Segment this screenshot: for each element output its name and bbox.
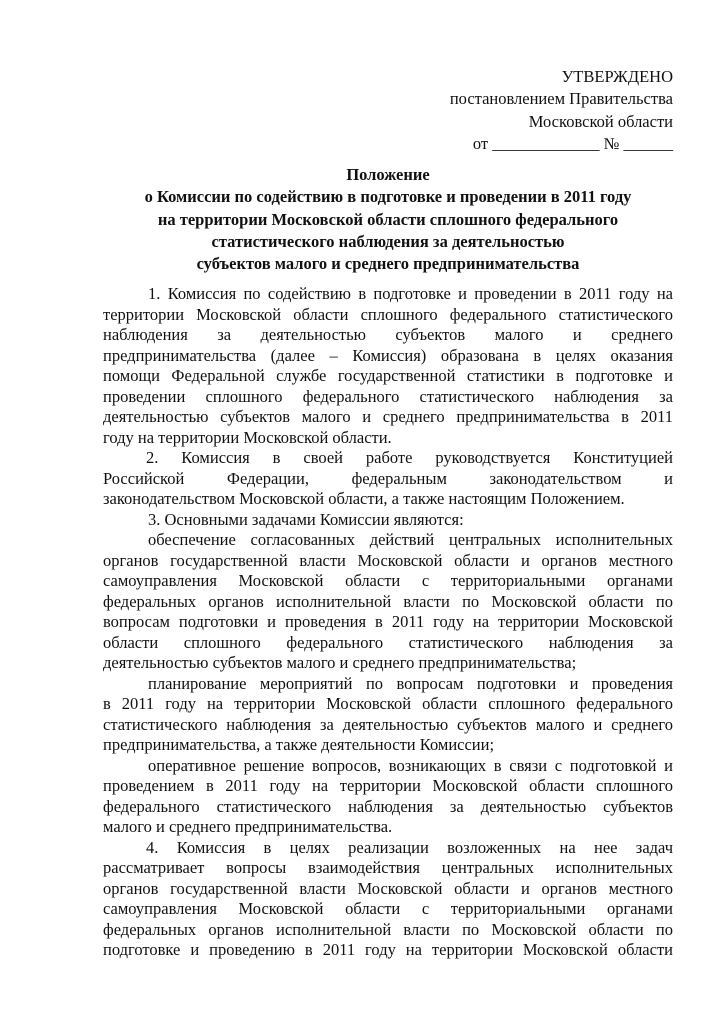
body-line: рассматривает вопросы взаимодействия центральных исполнительных: [103, 858, 673, 877]
body-line: самоуправления Московской области с территориальными органами: [103, 899, 673, 918]
document-title: [103, 164, 673, 275]
body-line: 1. Комиссия по содействию в подготовке и проведении в 2011 году на: [148, 284, 673, 303]
body-line: вопросам подготовки и проведения в 2011 году на территории Московской: [103, 612, 673, 631]
title-line-3: на территории Московской области сплошного федерального: [157, 209, 619, 229]
body-line: органов государственной власти Московской области и органов местного: [103, 878, 673, 898]
body-line: проведении сплошного федерального статистического наблюдения за: [103, 386, 673, 406]
body-line: федеральных органов исполнительной власти по Московской области по: [103, 591, 673, 611]
body-line: предпринимательства (далее – Комиссия) образована в целях оказания: [103, 345, 673, 365]
approval-by-decree: постановлением Правительства: [449, 89, 673, 109]
body-line: 4. Комиссия в целях реализации возложенных на нее задач: [146, 837, 673, 857]
body-line: в 2011 году на территории Московской области сплошного федерального: [103, 694, 673, 713]
approval-heading: УТВЕРЖДЕНО: [561, 67, 673, 86]
title-line-5: субъектов малого и среднего предпринимательства: [196, 254, 580, 274]
title-line-4: статистического наблюдения за деятельностью: [211, 231, 565, 251]
body-line: подготовке и проведению в 2011 году на территории Московской области: [103, 940, 673, 959]
body-line: 3. Основными задачами Комиссии являются:: [148, 509, 464, 529]
body-line: самоуправления Московской области с территориальными органами: [103, 571, 673, 590]
body-line: наблюдения за деятельностью субъектов малого и среднего: [103, 325, 673, 344]
body-line: оперативное решение вопросов, возникающих в связи с подготовкой и: [148, 755, 673, 775]
body-line: проведением в 2011 году на территории Московской области сплошного: [103, 776, 673, 795]
body-line: федеральных органов исполнительной власти по Московской области по: [103, 919, 673, 939]
body-line: помощи Федеральной службе государственной статистики в подготовке и: [103, 366, 673, 385]
body-line: деятельностью субъектов малого и среднего предпринимательства в 2011: [103, 407, 673, 426]
body-line: статистического наблюдения за деятельностью субъектов малого и среднего: [103, 714, 673, 734]
approval-region: Московской области: [528, 111, 673, 131]
body-line: 2. Комиссия в своей работе руководствуется Конституцией: [146, 448, 673, 467]
body-line: обеспечение согласованных действий центральных исполнительных: [148, 530, 673, 549]
body-line: предпринимательства, а также деятельности Комиссии;: [103, 735, 495, 754]
body-line: планирование мероприятий по вопросам подготовки и проведения: [148, 673, 673, 693]
body-line: году на территории Московской области.: [103, 427, 392, 447]
body-line: области сплошного федерального статистического наблюдения за: [103, 632, 673, 652]
body-line: малого и среднего предпринимательства.: [103, 817, 393, 836]
document-body: [103, 284, 673, 961]
approval-stamp: [450, 66, 673, 155]
body-line: Российской Федерации, федеральным законодательством и: [103, 468, 673, 488]
title-line-1: Положение: [346, 165, 430, 184]
approval-date-number: от _____________ № ______: [472, 133, 673, 153]
body-line: федерального статистического наблюдения за деятельностью субъектов: [103, 796, 673, 816]
body-line: деятельностью субъектов малого и среднего предпринимательства;: [103, 653, 577, 672]
title-line-2: о Комиссии по содействию в подготовке и проведении в 2011 году: [144, 187, 632, 207]
body-line: территории Московской области сплошного федерального статистического: [103, 304, 673, 324]
body-line: органов государственной власти Московской области и органов местного: [103, 550, 673, 570]
body-line: законодательством Московской области, а также настоящим Положением.: [103, 489, 625, 508]
